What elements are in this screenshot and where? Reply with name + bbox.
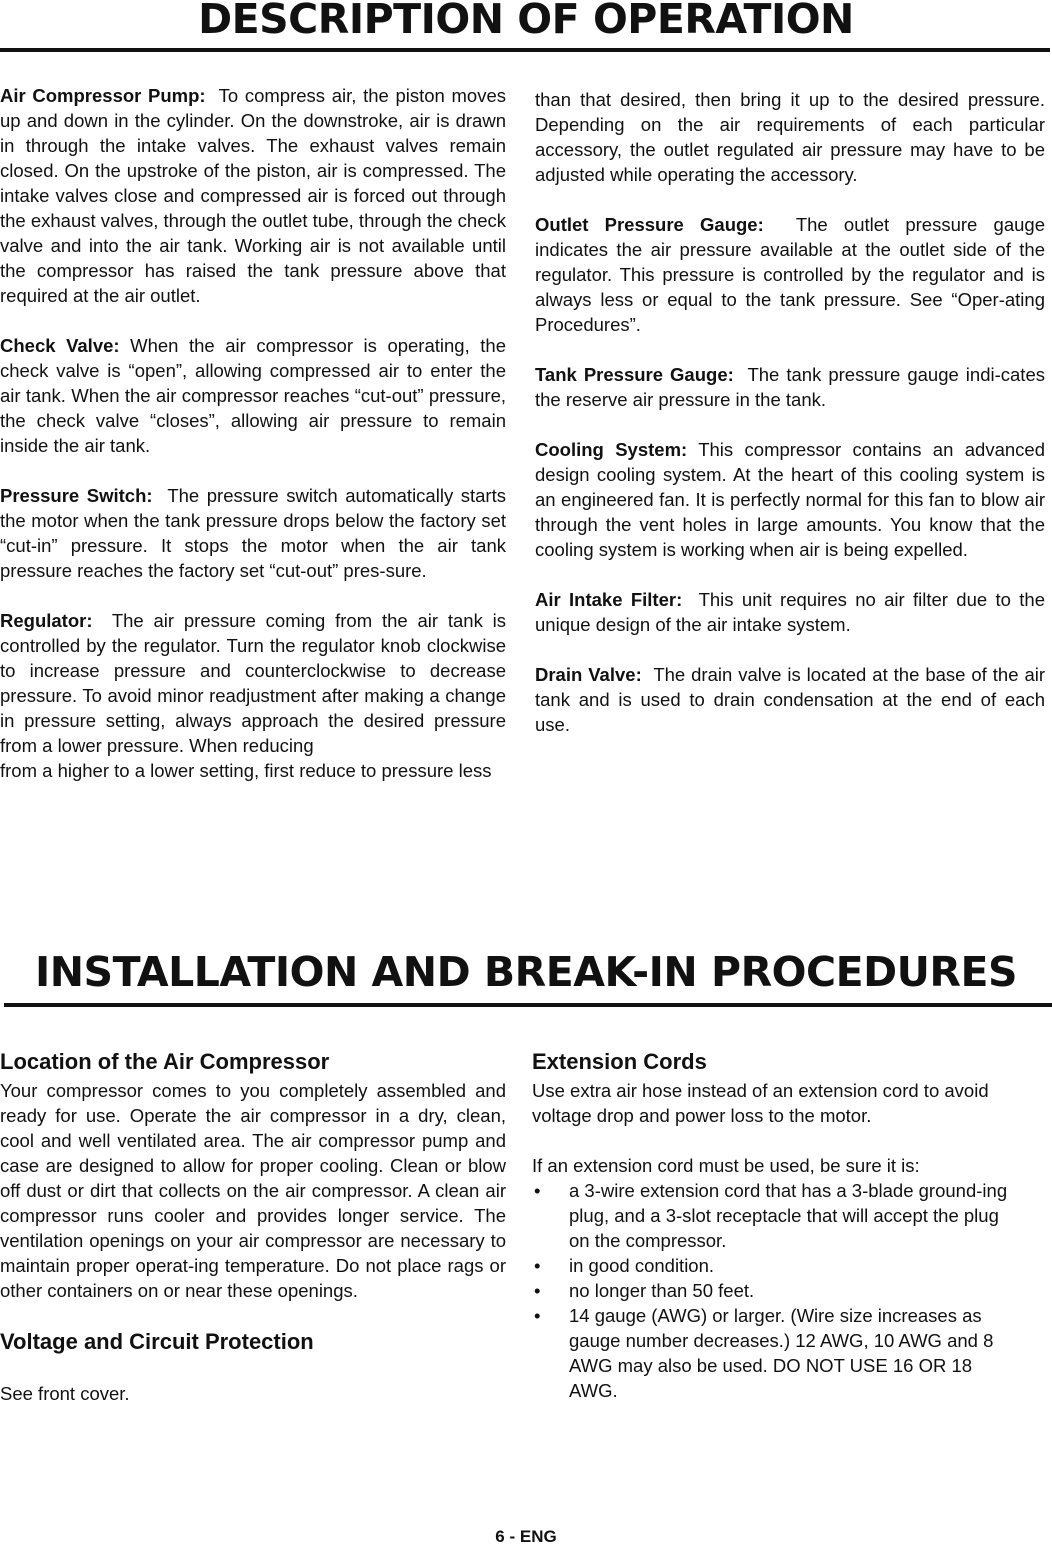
check-valve-text: When the air compressor is operating, the check valve is “open”, allowing compressed air to enter the air tank. When the air compressor reaches “cut-out” pressure, the check valve “closes”, allowing air pressure to remain inside the air tank. bbox=[0, 335, 506, 456]
pressure-switch-text: The pressure switch automatically starts the motor when the tank pressure drops below the factory set “cut-in” pressure. It stops the motor when the air tank pressure reaches the factory set “cut-out” pres-sure. bbox=[0, 485, 506, 581]
voltage-text: See front cover. bbox=[0, 1383, 130, 1404]
intake-filter-text: This unit requires no air filter due to the unique design of the air intake system. bbox=[535, 589, 1045, 635]
tank-gauge-paragraph bbox=[535, 362, 1045, 412]
regulator-paragraph-2 bbox=[0, 758, 506, 783]
extension-cords-intro: If an extension cord must be used, be sure it is: bbox=[532, 1155, 920, 1176]
regulator-title: Regulator: bbox=[0, 610, 93, 631]
regulator-text-2: from a higher to a lower setting, first reduce to pressure less bbox=[0, 760, 492, 781]
regulator-continued-text: than that desired, then bring it up to the desired pressure. Depending on the air requirements of each particular accessory, the outlet regulated air pressure may have to be adjusted while operating the accessory. bbox=[535, 89, 1045, 185]
cooling-title: Cooling System: bbox=[535, 439, 688, 460]
title-rule bbox=[0, 48, 1050, 52]
outlet-gauge-paragraph bbox=[535, 212, 1045, 337]
cooling-text: This compressor contains an advanced design cooling system. At the heart of this cooling system is an engineered fan. It is perfectly normal for this fan to blow air through the vent holes in large amounts. You know that the cooling system is working when air is being expelled. bbox=[535, 439, 1045, 560]
outlet-gauge-text: The outlet pressure gauge indicates the air pressure available at the outlet side of the regulator. This pressure is controlled by the regulator and is always less or equal to the tank pressure. See “Oper-ating Procedures”. bbox=[535, 214, 1045, 335]
section-title: INSTALLATION AND BREAK-IN PROCEDURES bbox=[34, 948, 1018, 996]
bullet-icon: • bbox=[534, 1255, 541, 1276]
intake-filter-paragraph bbox=[535, 587, 1045, 637]
list-item: • in good condition. bbox=[534, 1255, 715, 1276]
page-title: DESCRIPTION OF OPERATION bbox=[198, 0, 854, 43]
pump-title: Air Compressor Pump: bbox=[0, 85, 206, 106]
drain-valve-text: The drain valve is located at the base of the air tank and is used to drain condensation at the end of each use. bbox=[535, 664, 1045, 735]
extension-cords-text: Use extra air hose instead of an extension cord to avoid voltage drop and power loss to the motor. bbox=[532, 1080, 989, 1126]
installation-left-column bbox=[0, 1048, 506, 1431]
list-item: • no longer than 50 feet. bbox=[534, 1280, 755, 1301]
location-heading: Location of the Air Compressor bbox=[0, 1049, 330, 1074]
drain-valve-paragraph bbox=[535, 662, 1045, 737]
check-valve-paragraph bbox=[0, 333, 506, 458]
pump-text: To compress air, the piston moves up and down in the cylinder. On the downstroke, air is drawn in through the intake valves. The exhaust valves remain closed. On the upstroke of the piston, air is compressed. The intake valves close and compressed air is forced out through the exhaust valves, through the outlet tube, through the check valve and into the air tank. Working air is not available until the compressor has raised the tank pressure above that required at the air outlet. bbox=[0, 85, 507, 306]
list-item: • 14 gauge (AWG) or larger. (Wire size increases as gauge number decreases.) 12 AWG, 10 AWG and 8 AWG may also be used. DO NOT USE 16 OR 18 AWG. bbox=[534, 1305, 994, 1401]
tank-gauge-title: Tank Pressure Gauge: bbox=[535, 364, 734, 385]
pressure-switch-title: Pressure Switch: bbox=[0, 485, 153, 506]
location-text: Your compressor comes to you completely assembled and ready for use. Operate the air compressor in a dry, clean, cool and well ventilated area. The air compressor pump and case are designed to allow for proper cooling. Clean or blow off dust or dirt that collects on the air compressor. A clean air compressor runs cooler and provides longer service. The ventilation openings on your air compressor are necessary to maintain proper operat-ing temperature. Do not place rags or other containers on or near these openings. bbox=[0, 1080, 506, 1301]
drain-valve-title: Drain Valve: bbox=[535, 664, 642, 685]
check-valve-title: Check Valve: bbox=[0, 335, 120, 356]
extension-cords-heading: Extension Cords bbox=[532, 1049, 707, 1074]
installation-right-column bbox=[532, 1048, 1022, 1403]
operation-right-column bbox=[535, 87, 1045, 762]
pressure-switch-paragraph bbox=[0, 483, 506, 583]
section-rule bbox=[4, 1003, 1052, 1007]
regulator-text: The air pressure coming from the air tank is controlled by the regulator. Turn the regulator knob clockwise to increase pressure and counterclockwise to decrease pressure. To avoid minor readjustment after making a change in pressure setting, always approach the desired pressure from a lower pressure. When reducing bbox=[0, 610, 507, 756]
bullet-icon: • bbox=[534, 1180, 541, 1201]
intake-filter-title: Air Intake Filter: bbox=[535, 589, 683, 610]
regulator-paragraph bbox=[0, 608, 506, 758]
page-number: 6 - ENG bbox=[495, 1527, 557, 1546]
list-item: • a 3-wire extension cord that has a 3-blade ground-ing plug, and a 3-slot receptacle that will accept the plug on the compressor. bbox=[534, 1180, 1008, 1251]
voltage-heading: Voltage and Circuit Protection bbox=[0, 1329, 314, 1354]
extension-cord-requirements bbox=[532, 1178, 1022, 1403]
outlet-gauge-title: Outlet Pressure Gauge: bbox=[535, 214, 764, 235]
operation-left-column bbox=[0, 83, 506, 808]
pump-paragraph bbox=[0, 83, 506, 308]
tank-gauge-text: The tank pressure gauge indi-cates the reserve air pressure in the tank. bbox=[535, 364, 1045, 410]
bullet-icon: • bbox=[534, 1305, 541, 1326]
regulator-continued-paragraph bbox=[535, 87, 1045, 187]
bullet-icon: • bbox=[534, 1280, 541, 1301]
cooling-paragraph bbox=[535, 437, 1045, 562]
